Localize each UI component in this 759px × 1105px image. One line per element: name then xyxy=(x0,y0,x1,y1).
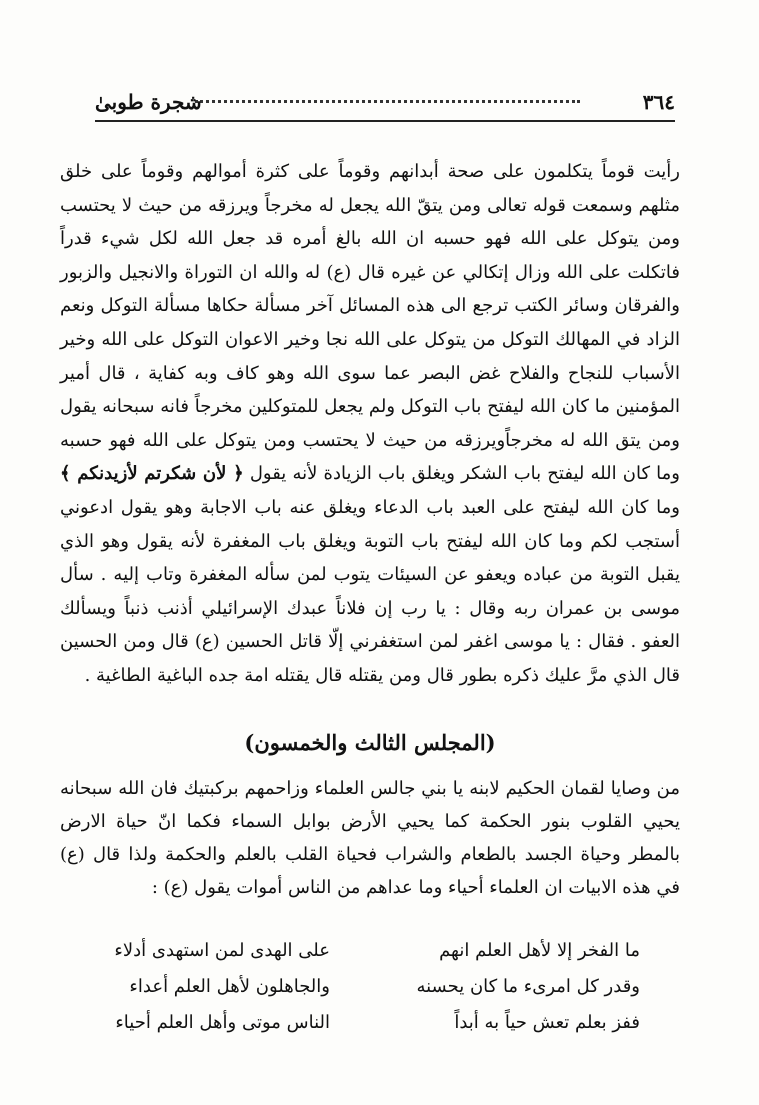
poem-second-hemistich: والجاهلون لأهل العلم أعداء xyxy=(129,975,330,997)
poem-first-hemistich: ما الفخر إلا لأهل العلم انهم xyxy=(439,939,640,961)
running-title: شجرة طوبىٰ xyxy=(95,90,202,114)
leader-dots xyxy=(195,100,580,103)
poem-second-hemistich: الناس موتى وأهل العلم أحياء xyxy=(115,1011,330,1033)
paragraph-text: رأيت قوماً يتكلمون على صحة أبدانهم وقوماً على كثرة أموالهم وقوماً على خلق مثلهم وسمعت قوله تعالى ومن يتقّ الله يجعل له مخرجاً ويرزقه من حيث لا يحتسب ومن يتوكل على الله فهو حسبه ان الله بالغ أمره قد جعل الله لكل شيء قدراً فاتكلت على الله وزال إتكالي عن غيره قال (ع) له والله ان التوراة والانجيل والزبور والفرقان وسائر الكتب ترجع الى هذه المسائل آخر مسألة حكاها مسألة التوكل ونعم الزاد في المهالك التوكل من يتوكل على الله نجا وخير الاعوان التوكل على الله وخير الأسباب للنجاح والفلاح غض البصر عما سوى الله وهو كاف وبه كفاية ، قال أمير المؤمنين ما كان الله ليفتح باب التوكل ولم يجعل للمتوكلين مخرجاً فانه سبحانه يقول ومن يتق الله له مخرجاًويرزقه من حيث لا يحتسب ومن يتوكل على الله فهو حسبه وما كان الله ليفتح باب الشكر ويغلق باب الزيادة لأنه يقول xyxy=(60,161,680,485)
poem-second-hemistich: على الهدى لمن استهدى أدلاء xyxy=(114,939,330,961)
section-paragraph xyxy=(60,772,680,904)
poem-verse xyxy=(60,932,680,968)
quran-verse: ﴿ لأن شكرتم لأزيدنكم ﴾ xyxy=(60,463,244,485)
section-heading: (المجلس الثالث والخمسون) xyxy=(244,730,496,755)
section-paragraph-text: من وصايا لقمان الحكيم لابنه يا بني جالس العلماء وزاحمهم بركبتيك فان الله سبحانه يحيي القلوب بنور الحكمة كما يحيي الأرض بوابل السماء فكما انّ حياة الارض بالمطر وحياة الجسد بالطعام والشراب فحياة القلب بالعلم والحكمة ولذا قال (ع) في هذه الابيات ان العلماء أحياء وما عداهم من الناس أموات يقول (ع) : xyxy=(60,778,681,898)
paragraph-text-continued: وما كان الله ليفتح على العبد باب الدعاء ويغلق عنه باب الاجابة وهو يقول ادعوني أستجب لكم وما كان الله ليفتح باب التوبة ويغلق باب المغفرة لأنه يقول وهو الذي يقبل التوبة من عباده ويعفو عن السيئات يتوب لمن سأله المغفرة وتاب إليه . سأل موسى بن عمران ربه وقال : يا رب إن فلاناً عبدك الإسرائيلي أذنب ذنباً ويسألك العفو . فقال : يا موسى اغفر لمن استغفرني إلّا قاتل الحسين (ع) قال ومن الحسين قال الذي مرَّ عليك ذكره بطور قال ومن يقتله قال يقتله امة جده الباغية الطاغية . xyxy=(60,496,680,686)
poem-verse xyxy=(60,1004,680,1040)
main-paragraph xyxy=(60,155,680,693)
page-header xyxy=(95,88,675,122)
poem-verse xyxy=(60,968,680,1004)
poem xyxy=(60,932,680,1040)
poem-first-hemistich: وقدر كل امرىء ما كان يحسنه xyxy=(416,975,640,997)
page-number: ٣٦٤ xyxy=(642,90,675,114)
poem-first-hemistich: ففز بعلم تعش حياً به أبداً xyxy=(454,1011,640,1033)
